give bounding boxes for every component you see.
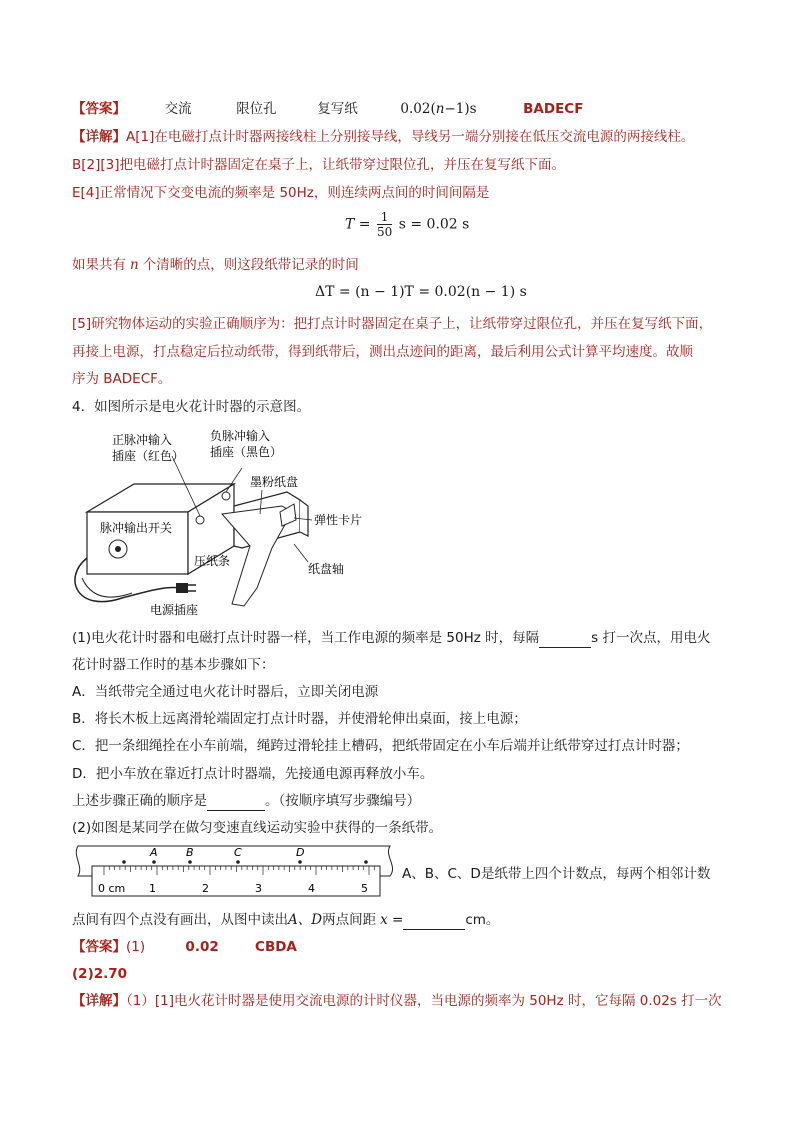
detail-line: 【详解】（1）[1]电火花计时器是使用交流电源的计时仪器，当电源的频率为 50Hz 时，它每隔 0.02s 打一次: [72, 993, 722, 1009]
detail-text: A[1]在电磁打点计时器两接线柱上分别接导线，导线另一端分别接在低压交流电源的两接线柱。: [126, 129, 695, 145]
label-output-switch: 脉冲输出开关: [100, 521, 173, 535]
tape-dot-c: [236, 860, 240, 864]
answer-part-2: (2)2.70: [72, 966, 128, 982]
tape-dot: [122, 860, 126, 864]
tape-dot-a: [152, 860, 156, 864]
detail-label: 【详解】: [72, 993, 126, 1009]
label-press-strip: 压纸条: [194, 554, 231, 568]
question-text: 花计时器工作时的基本步骤如下：: [72, 657, 275, 673]
tape-label-b: B: [186, 846, 194, 859]
ruler-number: 4: [308, 882, 315, 895]
answer-item: BADECF: [523, 101, 584, 117]
tape-dot: [364, 860, 368, 864]
answer-row-2: 【答案】(1) 0.02 CBDA: [72, 939, 297, 955]
detail-label: 【详解】: [72, 129, 126, 145]
answer-formula: 0.02(n−1)s: [400, 101, 477, 117]
ruler-tape-diagram: [72, 842, 402, 900]
order-prompt: 上述步骤正确的顺序是 。（按顺序填写步骤编号）: [72, 793, 421, 809]
step-c: C．把一条细绳拴在小车前端，绳跨过滑轮挂上槽码，把纸带固定在小车后端并让纸带穿过打点计时器；: [72, 738, 689, 754]
tape-label-d: D: [296, 846, 305, 859]
question-distance: 点间有四个点没有画出，从图中读出A、D两点间距 x = cm。: [72, 912, 500, 928]
ruler-number: 2: [202, 882, 209, 895]
question-stem: 4．如图所示是电火花计时器的示意图。: [72, 399, 311, 415]
detail-line: 再接上电源，打点稳定后拉动纸带，得到纸带后，测出点迹间的距离，最后利用公式计算平均速度。故顺: [72, 344, 693, 360]
detail-line: [72, 127, 694, 147]
ruler-number: 5: [361, 882, 368, 895]
label-positive-pulse: 正脉冲输入: [112, 433, 173, 447]
label-toner-disk: 墨粉纸盘: [250, 475, 299, 489]
label-power-socket: 电源插座: [150, 603, 199, 617]
tape-description: A、B、C、D是纸带上四个计数点，每两个相邻计数: [402, 866, 711, 882]
tape-dot-d: [298, 860, 302, 864]
label-negative-pulse-2: 插座（黑色）: [210, 445, 283, 459]
label-positive-pulse-2: 插座（红色）: [112, 449, 185, 463]
tape-label-c: C: [234, 846, 242, 859]
tape-dot-b: [188, 860, 192, 864]
answer-item: 复写纸: [317, 101, 358, 117]
equation-period: T = $\frac{1}{50}$ s = 0.02 s: [345, 210, 470, 239]
step-b: B．将长木板上远离滑轮端固定打点计时器，并使滑轮伸出桌面，接上电源；: [72, 711, 527, 727]
step-a: A．当纸带完全通过电火花计时器后，立即关闭电源: [72, 684, 379, 700]
equation-total-time: ΔT = (n − 1)T = 0.02(n − 1) s: [315, 284, 527, 300]
detail-line: 如果共有 n 个清晰的点，则这段纸带记录的时间: [72, 257, 359, 273]
detail-line: B[2][3]把电磁打点计时器固定在桌子上，让纸带穿过限位孔，并压在复写纸下面。: [72, 157, 566, 173]
label-spring-card: 弹性卡片: [314, 513, 363, 527]
spark-timer-diagram: [72, 428, 402, 618]
blank-order: [207, 796, 265, 811]
detail-line: [5]研究物体运动的实验正确顺序为：把打点计时器固定在桌子上，让纸带穿过限位孔，并压在复写纸下面，: [72, 316, 713, 332]
step-d: D．把小车放在靠近打点计时器端，先接通电源再释放小车。: [72, 766, 434, 782]
question-part-2: (2)如图是某同学在做匀变速直线运动实验中获得的一条纸带。: [72, 820, 443, 836]
ruler-number: 1: [149, 882, 156, 895]
answer-item: 交流: [164, 101, 192, 117]
question-part-1: (1)电火花计时器和电磁打点计时器一样，当工作电源的频率是 50Hz 时，每隔 s 打一次点，用电火: [72, 630, 711, 646]
blank-interval: [539, 633, 591, 648]
label-disk-axle: 纸盘轴: [308, 562, 345, 576]
answer-row-1: [72, 99, 583, 119]
tape-label-a: A: [150, 846, 158, 859]
detail-line: E[4]正常情况下交变电流的频率是 50Hz，则连续两点间的时间间隔是: [72, 185, 490, 201]
answer-label: 【答案】: [72, 101, 126, 117]
answer-label: 【答案】: [72, 939, 126, 955]
detail-line: 序为 BADECF。: [72, 371, 172, 387]
ruler-number: 3: [255, 882, 262, 895]
label-negative-pulse: 负脉冲输入: [210, 429, 271, 443]
answer-item: 限位孔: [236, 101, 277, 117]
blank-distance: [403, 915, 465, 930]
ruler-unit: 0 cm: [98, 882, 126, 895]
